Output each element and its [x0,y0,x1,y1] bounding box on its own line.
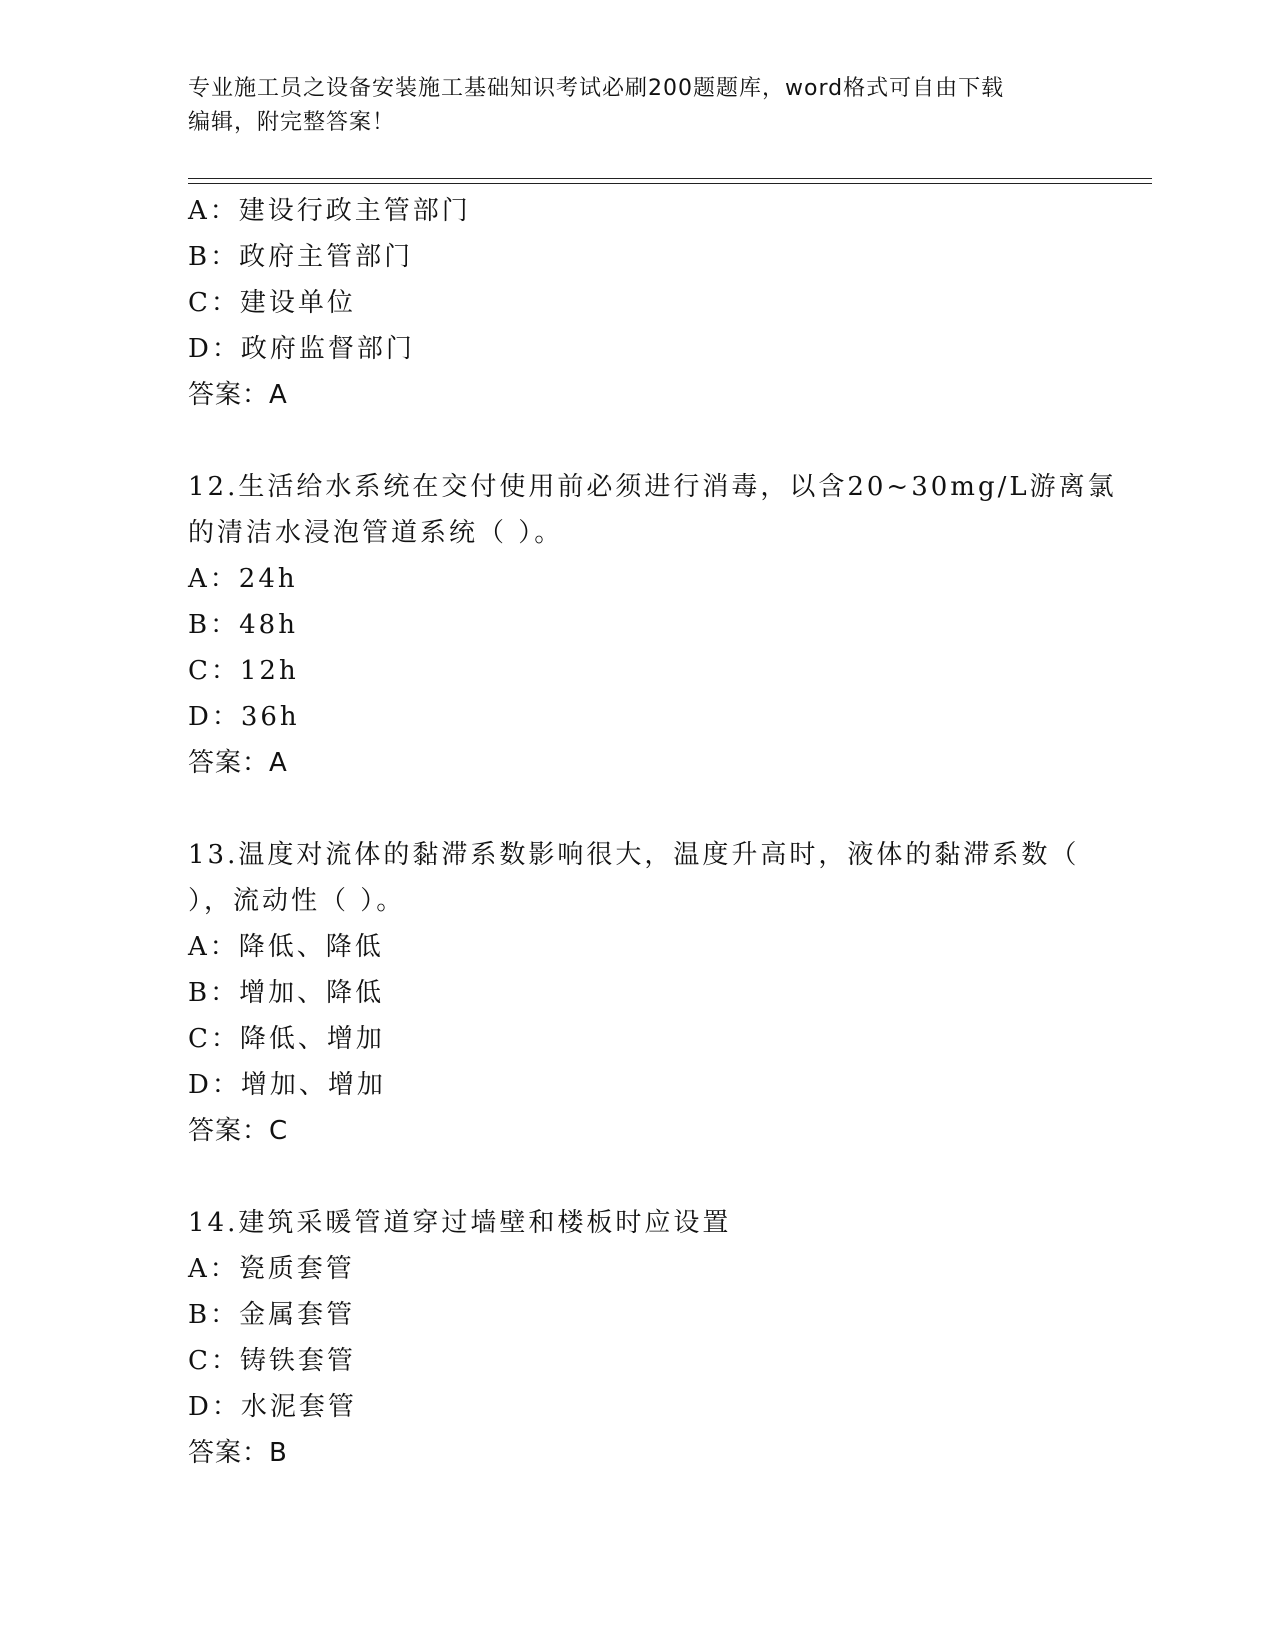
question-11 [188,188,1088,418]
question-text-line-1: 13.温度对流体的黏滞系数影响很大，温度升高时，液体的黏滞系数（ [188,840,1080,870]
option-c: C：12h [188,656,299,686]
option-b: B：增加、降低 [188,978,385,1008]
document-header [188,72,1078,140]
option-b: B：政府主管部门 [188,242,414,272]
question-text-line-2: ），流动性（ ）。 [188,886,406,916]
question-14 [188,1200,1088,1476]
option-d: D：增加、增加 [188,1070,386,1100]
question-text-line-2: 的清洁水浸泡管道系统（ ）。 [188,518,564,548]
option-d: D：36h [188,702,300,732]
option-d: D：水泥套管 [188,1392,357,1422]
answer: 答案：A [188,380,288,410]
option-a: A：24h [188,564,298,594]
question-list [188,188,1117,1476]
option-c: C：降低、增加 [188,1024,385,1054]
header-line-1: 专业施工员之设备安装施工基础知识考试必刷200题题库，word格式可自由下载 [188,76,1005,101]
answer: 答案：A [188,748,288,778]
option-d: D：政府监督部门 [188,334,415,364]
header-line-2: 编辑，附完整答案！ [188,110,396,135]
option-a: A：瓷质套管 [188,1254,355,1284]
spacer [188,786,1088,832]
question-text-line-1: 12.生活给水系统在交付使用前必须进行消毒，以含20~30mg/L游离氯 [188,472,1117,502]
header-divider-bottom [188,183,1152,184]
question-13 [188,832,1088,1154]
option-c: C：建设单位 [188,288,356,318]
option-a: A：建设行政主管部门 [188,196,471,226]
answer: 答案：C [188,1116,289,1146]
option-a: A：降低、降低 [188,932,384,962]
question-text-line-1: 14.建筑采暖管道穿过墙壁和楼板时应设置 [188,1208,732,1238]
option-c: C：铸铁套管 [188,1346,356,1376]
spacer [188,418,1088,464]
question-12 [188,464,1117,786]
header-divider-top [188,178,1152,179]
spacer [188,1154,1088,1200]
option-b: B：金属套管 [188,1300,356,1330]
option-b: B：48h [188,610,298,640]
answer: 答案：B [188,1438,288,1468]
